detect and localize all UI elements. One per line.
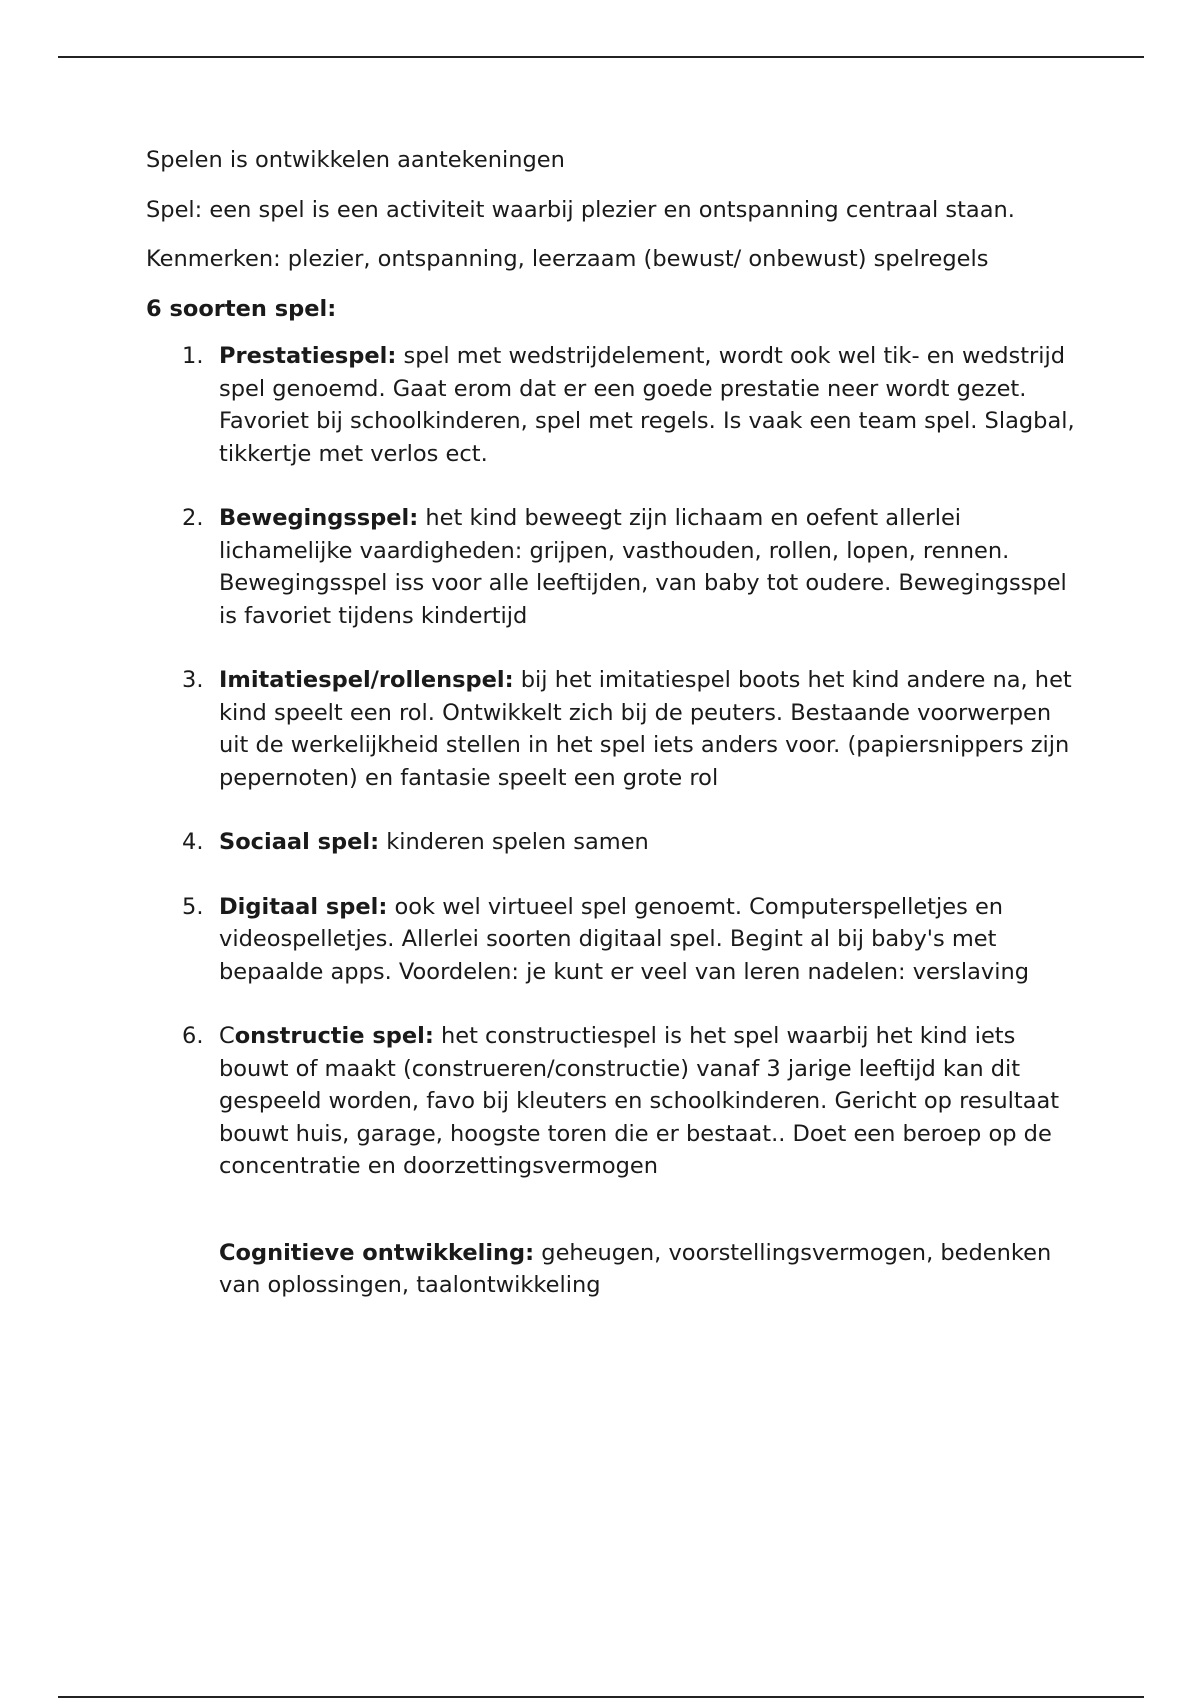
list-item-description: ook wel virtueel spel genoemt. Computerspelletjes en videospelletjes. Allerlei soorten digitaal spel. Begint al bij baby's met bepaalde apps. Voordelen: je kunt er veel van leren nadelen: verslaving — [219, 893, 1030, 985]
list-item-number: 5. — [182, 893, 204, 920]
document-body — [146, 144, 1086, 1319]
list-item-number: 4. — [182, 829, 204, 855]
cognitive-development — [219, 1237, 1086, 1302]
top-rule — [58, 56, 1144, 58]
list-item-number: 1. — [182, 343, 204, 369]
list-item-description: bij het imitatiespel boots het kind andere na, het kind speelt een rol. Ontwikkelt zich bij de peuters. Bestaande voorwerpen uit de werkelijkheid stellen in het spel iets anders voor. (papiersnippers zijn pepernoten) en fantasie speelt een grote rol — [219, 667, 1072, 791]
types-heading: 6 soorten spel: — [146, 295, 337, 322]
list-item-number: 3. — [182, 667, 204, 693]
list-item — [146, 826, 1086, 859]
cognitive-description: geheugen, voorstellingsvermogen, bedenken van oplossingen, taalontwikkeling — [219, 1239, 1052, 1298]
definition-text: Spel: een spel is een activiteit waarbij plezier en ontspanning centraal staan. — [146, 196, 1015, 223]
list-item-term: Sociaal spel: — [219, 829, 380, 855]
list-item — [146, 664, 1086, 794]
list-item-description: spel met wedstrijdelement, wordt ook wel tik- en wedstrijd spel genoemd. Gaat erom dat er een goede prestatie neer wordt gezet. Favoriet bij schoolkinderen, spel met regels. Is vaak een team spel. Slagbal, tikkertje met verlos ect. — [219, 343, 1075, 467]
list-item-number: 6. — [182, 1023, 204, 1049]
types-list — [146, 340, 1086, 1183]
characteristics-text: Kenmerken: plezier, ontspanning, leerzaam (bewust/ onbewust) spelregels — [146, 246, 989, 272]
list-item-term: Prestatiespel: — [219, 343, 397, 369]
list-item-term: Imitatiespel/rollenspel: — [219, 667, 514, 693]
list-item-term: onstructie spel: — [234, 1023, 434, 1049]
list-item — [146, 891, 1086, 989]
list-item-description: kinderen spelen samen — [379, 829, 649, 855]
list-item-term: Bewegingsspel: — [219, 505, 419, 531]
document-title: Spelen is ontwikkelen aantekeningen — [146, 147, 565, 173]
bottom-rule — [58, 1696, 1144, 1698]
list-item — [146, 1020, 1086, 1183]
cognitive-term: Cognitieve ontwikkeling: — [219, 1239, 535, 1266]
list-item-number: 2. — [182, 505, 204, 531]
list-item-description: het kind beweegt zijn lichaam en oefent allerlei lichamelijke vaardigheden: grijpen, vasthouden, rollen, lopen, rennen. Bewegingsspel iss voor alle leeftijden, van baby tot oudere. Bewegingsspel is favoriet tijdens kindertijd — [219, 505, 1067, 629]
list-item-description: het constructiespel is het spel waarbij het kind iets bouwt of maakt (construeren/constructie) vanaf 3 jarige leeftijd kan dit gespeeld worden, favo bij kleuters en schoolkinderen. Gericht op resultaat bouwt huis, garage, hoogste toren die er bestaat.. Doet een beroep op de concentratie en doorzettingsvermogen — [219, 1023, 1060, 1179]
list-item — [146, 340, 1086, 470]
list-item-prefix: C — [219, 1023, 235, 1049]
list-item-term: Digitaal spel: — [219, 893, 388, 920]
list-item — [146, 502, 1086, 632]
